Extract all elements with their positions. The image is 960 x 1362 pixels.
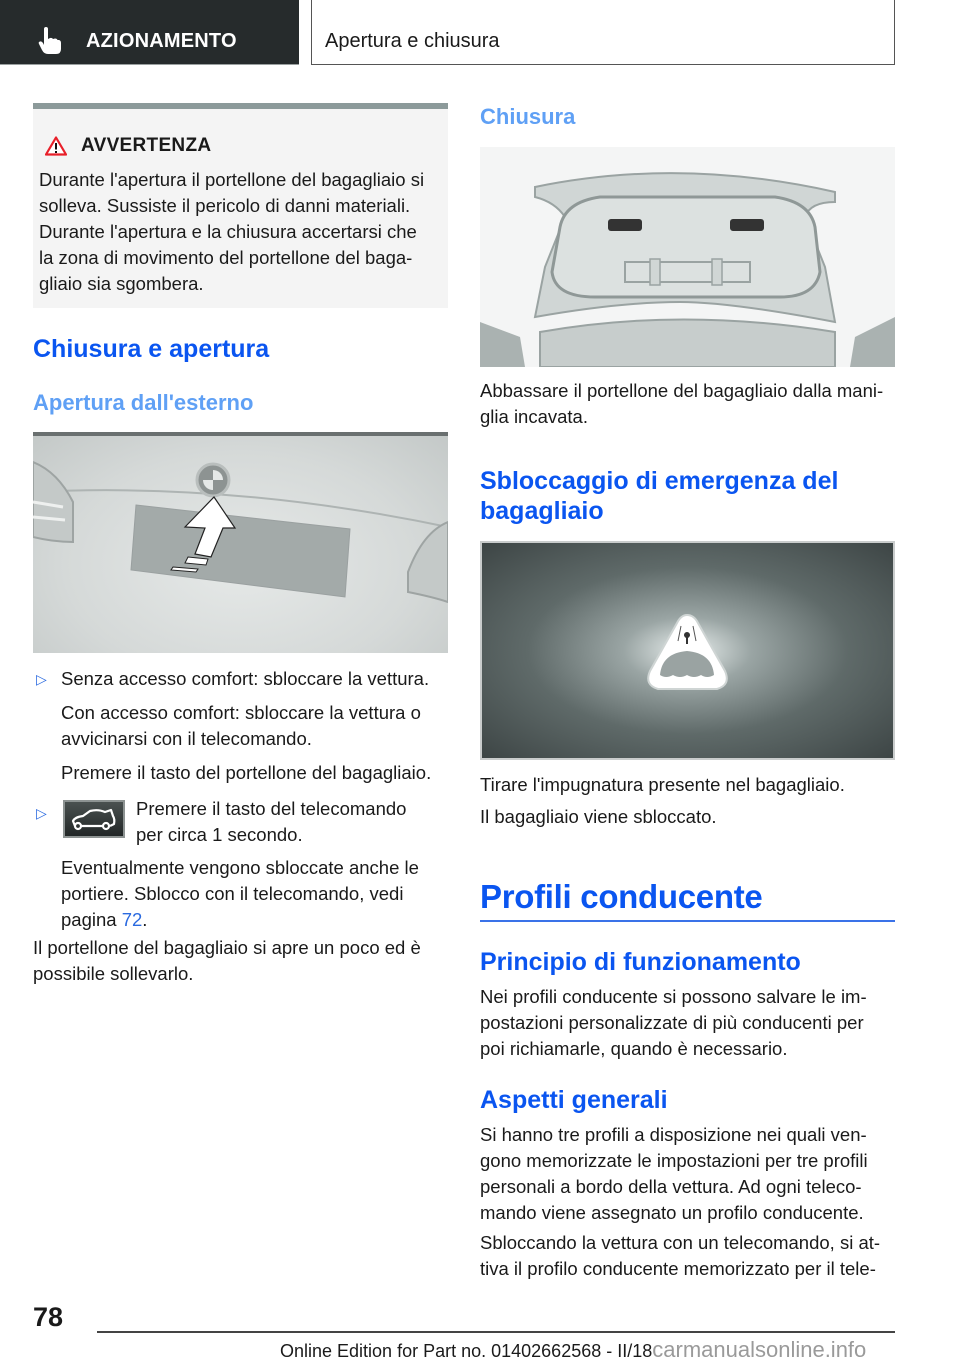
bullet-sub (61, 855, 451, 933)
bullet-item (136, 796, 446, 848)
page-number: 78 (33, 1302, 64, 1332)
figure-trunk-lid (480, 147, 895, 367)
paragraph-line: possibile sollevarlo. (33, 963, 194, 984)
page-title: Apertura e chiusura (325, 30, 500, 52)
paragraph-line: glia incavata. (480, 406, 588, 427)
warning-line: gliaio sia sgombera. (39, 273, 204, 294)
heading-line: bagagliaio (480, 497, 604, 525)
figure-rear-tailgate (33, 432, 448, 653)
heading-line: Sbloccaggio di emergenza del (480, 467, 839, 495)
hand-pointer-icon (38, 27, 62, 55)
heading-divider (480, 920, 895, 922)
bullet-line: pagina 72. (61, 909, 148, 930)
section-label: AZIONAMENTO (86, 30, 237, 52)
bullet-line: avvicinarsi con il telecomando. (61, 728, 312, 749)
emergenza-text-2: Il bagagliaio viene sbloccato. (480, 806, 717, 827)
paragraph-line: Si hanno tre profili a disposizione nei quali ven- (480, 1124, 867, 1145)
warning-line: la zona di movimento del portellone del baga- (39, 247, 413, 268)
page-link[interactable]: 72 (121, 909, 143, 930)
heading-chiusura-apertura: Chiusura e apertura (33, 335, 270, 363)
paragraph-line: mando viene assegnato un profilo conducente. (480, 1202, 864, 1223)
closing-paragraph (33, 935, 453, 987)
bullet-line: Senza accesso comfort: sbloccare la vettura. (61, 668, 430, 689)
paragraph-line: Il portellone del bagagliaio si apre un poco ed è (33, 937, 421, 958)
warning-text (39, 167, 444, 297)
trunk-lid-illustration (480, 147, 895, 367)
bullet-line: per circa 1 secondo. (136, 824, 303, 845)
chiusura-paragraph (480, 378, 900, 430)
warning-line: solleva. Sussiste il pericolo di danni materiali. (39, 195, 411, 216)
bullet-item (61, 666, 451, 786)
aspetti-paragraph-2 (480, 1230, 900, 1282)
bullet-sub (61, 700, 451, 752)
paragraph-line: personali a bordo della vettura. Ad ogni teleco- (480, 1176, 862, 1197)
paragraph-line: gono memorizzate le impostazioni per tre profili (480, 1150, 868, 1171)
paragraph-line: poi richiamarle, quando è necessario. (480, 1038, 788, 1059)
paragraph-line: tiva il profilo conducente memorizzato per il tele- (480, 1258, 876, 1279)
heading-sbloccaggio-emergenza (480, 466, 838, 526)
warning-title: AVVERTENZA (81, 135, 212, 156)
warning-box (33, 103, 448, 308)
tailgate-illustration (33, 432, 448, 653)
aspetti-paragraph (480, 1122, 900, 1226)
heading-apertura-esterno: Apertura dall'esterno (33, 390, 254, 415)
footer-edition (280, 1337, 866, 1362)
bullet-line: portiere. Sblocco con il telecomando, vedi (61, 883, 404, 904)
principio-paragraph (480, 984, 900, 1062)
triangle-bullet-icon: ▷ (36, 671, 47, 687)
bullet-line: Con accesso comfort: sbloccare la vettura o (61, 702, 421, 723)
bullet-line: Eventualmente vengono sbloccate anche le (61, 857, 419, 878)
edition-text: Online Edition for Part no. 01402662568 - II/18 (280, 1341, 653, 1361)
warning-line: Durante l'apertura il portellone del bagagliaio si (39, 169, 425, 190)
paragraph-line: Abbassare il portellone del bagagliaio dalla mani- (480, 380, 884, 401)
bullet-line: Premere il tasto del telecomando (136, 798, 407, 819)
car-trunk-remote-button-icon (63, 800, 125, 838)
paragraph-line: Sbloccando la vettura con un telecomando, si at- (480, 1232, 881, 1253)
watermark[interactable]: carmanualsonline.info (652, 1337, 867, 1362)
heading-profili-conducente: Profili conducente (480, 878, 763, 915)
emergenza-text-1: Tirare l'impugnatura presente nel bagagliaio. (480, 774, 845, 795)
warning-line: Durante l'apertura e la chiusura accertarsi che (39, 221, 417, 242)
heading-chiusura: Chiusura (480, 104, 576, 129)
heading-aspetti-generali: Aspetti generali (480, 1086, 668, 1114)
bullet-line: Premere il tasto del portellone del bagagliaio. (61, 762, 432, 783)
triangle-bullet-icon: ▷ (36, 805, 47, 821)
emergency-handle-illustration (482, 543, 893, 758)
footer-divider (97, 1331, 895, 1333)
page-title-box (311, 0, 895, 65)
figure-emergency-release (480, 541, 895, 760)
paragraph-line: postazioni personalizzate di più conducenti per (480, 1012, 864, 1033)
paragraph-line: Nei profili conducente si possono salvare le im- (480, 986, 867, 1007)
heading-principio: Principio di funzionamento (480, 948, 801, 976)
section-tab[interactable] (0, 0, 299, 65)
warning-triangle-icon (45, 136, 67, 156)
